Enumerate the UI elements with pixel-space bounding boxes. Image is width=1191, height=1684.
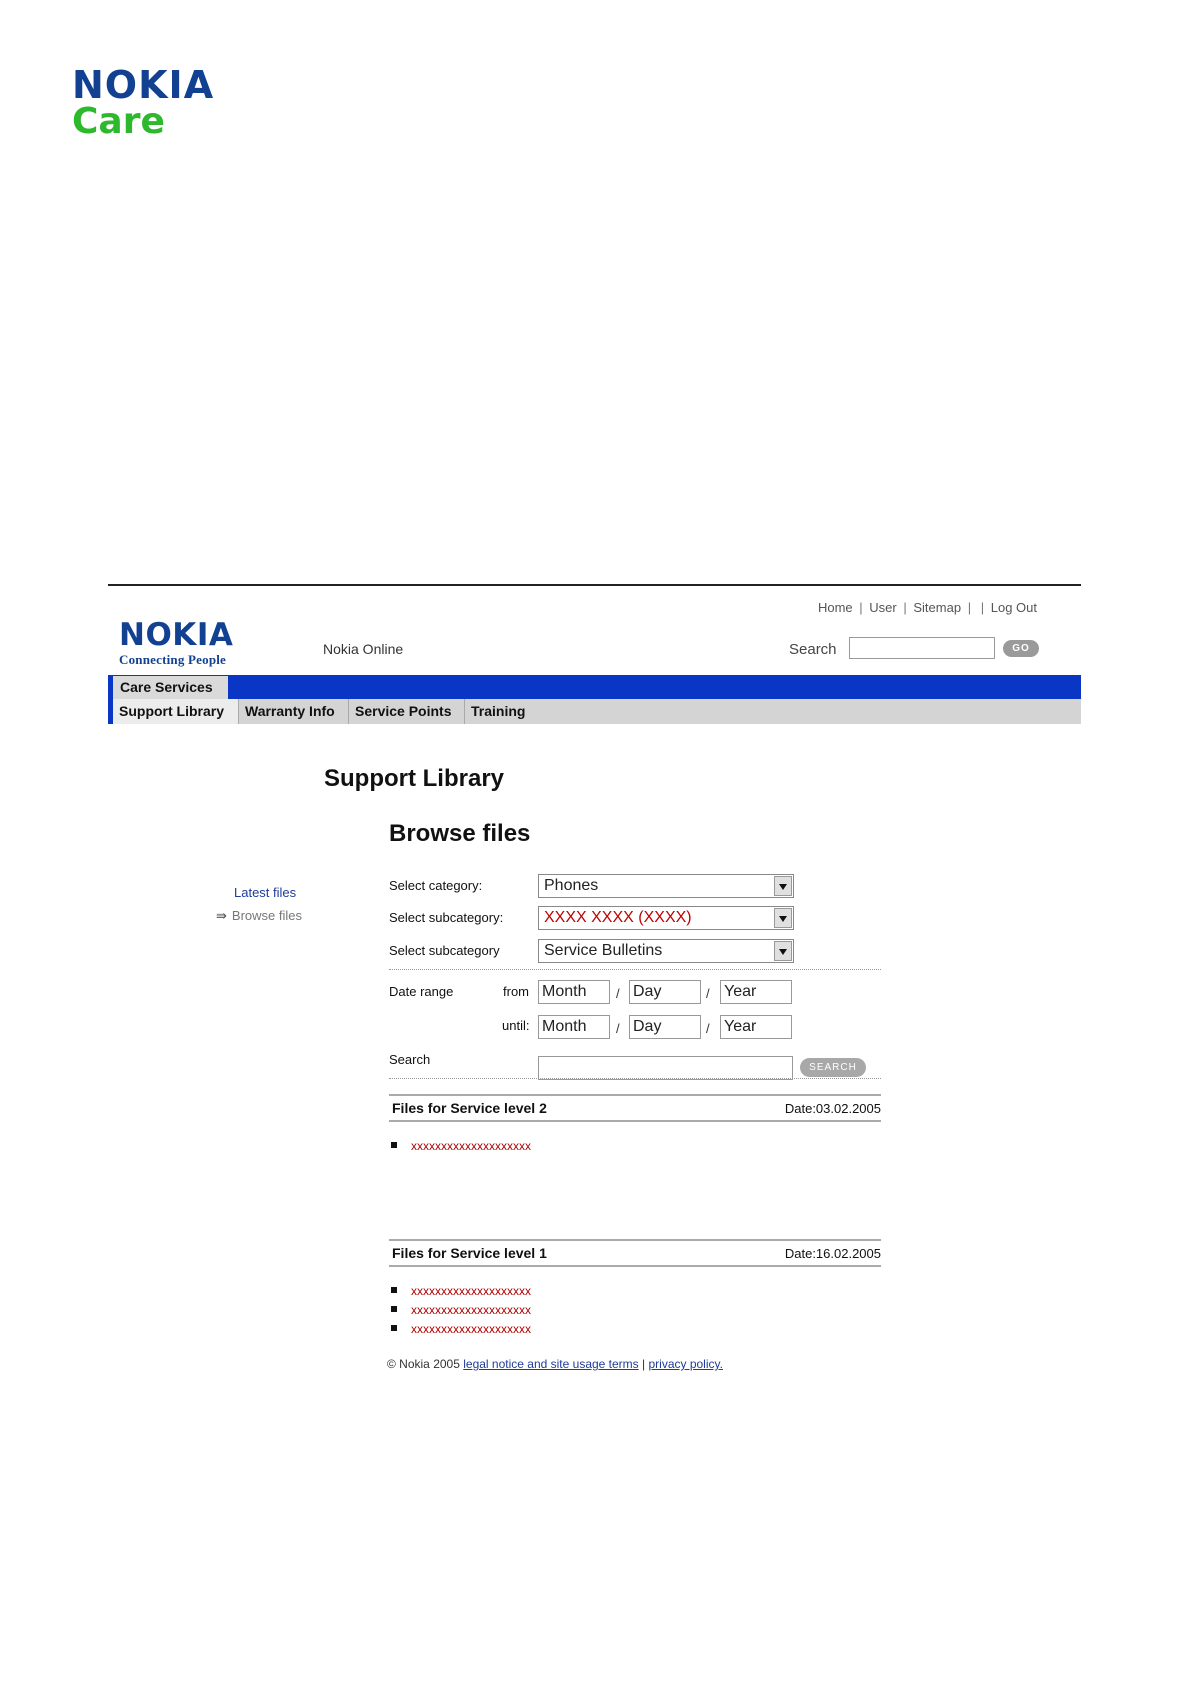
date-range-label: Date range <box>389 984 454 999</box>
chevron-down-icon[interactable] <box>774 941 792 961</box>
until-label: until: <box>502 1018 530 1033</box>
arrow-right-icon: ⇛ <box>216 908 227 923</box>
from-year-input[interactable]: Year <box>720 980 792 1004</box>
category-select[interactable] <box>538 874 794 898</box>
subtab-warranty-info[interactable]: Warranty Info <box>238 699 348 724</box>
separator: | <box>903 600 907 615</box>
subcategory2-label: Select subcategory <box>389 943 500 958</box>
main-nav-bar <box>108 675 1081 699</box>
privacy-policy-link[interactable]: privacy policy. <box>648 1357 723 1371</box>
subcategory2-value: Service Bulletins <box>544 942 663 959</box>
separator: | <box>859 600 863 615</box>
footer-separator: | <box>642 1357 646 1371</box>
list-item[interactable] <box>391 1284 531 1298</box>
search-files-input[interactable] <box>538 1056 793 1080</box>
search-label: Search <box>789 641 837 658</box>
bullet-icon <box>391 1287 397 1293</box>
date-separator: / <box>706 1021 710 1036</box>
care-logo-text: Care <box>72 101 165 142</box>
date-separator: / <box>706 986 710 1001</box>
page-title: Support Library <box>324 765 505 792</box>
files-level-1-header <box>389 1239 881 1267</box>
user-link[interactable]: User <box>869 600 897 615</box>
site-name: Nokia Online <box>323 641 404 657</box>
from-label: from <box>503 984 529 999</box>
separator: | <box>967 600 972 615</box>
subtab-service-points[interactable]: Service Points <box>348 699 464 724</box>
divider <box>389 1078 881 1079</box>
subtab-training[interactable]: Training <box>464 699 544 724</box>
chevron-down-icon[interactable] <box>774 876 792 896</box>
date-separator: / <box>616 986 620 1001</box>
go-button[interactable]: GO <box>1003 640 1039 657</box>
list-item[interactable] <box>391 1303 531 1317</box>
bullet-icon <box>391 1325 397 1331</box>
section-title: Browse files <box>389 820 531 847</box>
bullet-icon <box>391 1142 397 1148</box>
home-link[interactable]: Home <box>817 600 853 615</box>
sidebar-item-browse-files[interactable] <box>216 908 302 924</box>
sidebar-item-label: Browse files <box>231 908 302 923</box>
files-level-2-date: Date:03.02.2005 <box>784 1101 881 1116</box>
list-item[interactable] <box>391 1322 531 1336</box>
bullet-icon <box>391 1306 397 1312</box>
file-link[interactable]: xxxxxxxxxxxxxxxxxxxx <box>411 1284 531 1298</box>
copyright: © Nokia 2005 <box>387 1357 460 1371</box>
subtab-support-library[interactable]: Support Library <box>108 699 238 724</box>
nokia-online-screenshot <box>108 584 1081 1414</box>
file-link[interactable]: xxxxxxxxxxxxxxxxxxxx <box>411 1139 531 1153</box>
subcategory-label: Select subcategory: <box>389 910 504 925</box>
search-button[interactable]: SEARCH <box>800 1058 866 1077</box>
from-day-input[interactable]: Day <box>629 980 701 1004</box>
category-value: Phones <box>544 877 599 894</box>
divider <box>389 969 881 970</box>
sidebar-item-latest-files[interactable]: Latest files <box>234 885 297 900</box>
sitemap-link[interactable]: Sitemap <box>913 600 962 615</box>
search-files-label: Search <box>389 1052 431 1067</box>
top-divider <box>108 584 1081 586</box>
from-month-input[interactable]: Month <box>538 980 610 1004</box>
date-separator: / <box>616 1021 620 1036</box>
files-level-1-date: Date:16.02.2005 <box>784 1246 881 1261</box>
files-level-2-header <box>389 1094 881 1122</box>
list-item[interactable] <box>391 1139 531 1153</box>
subcategory-select[interactable] <box>538 906 794 930</box>
search-input[interactable] <box>849 637 995 659</box>
file-link[interactable]: xxxxxxxxxxxxxxxxxxxx <box>411 1303 531 1317</box>
site-logo-tagline: Connecting People <box>119 652 227 667</box>
files-level-1-title: Files for Service level 1 <box>392 1245 547 1261</box>
site-logo-word: NOKIA <box>119 617 234 653</box>
sub-navigation <box>108 699 1081 724</box>
subcategory2-select[interactable] <box>538 939 794 963</box>
until-month-input[interactable]: Month <box>538 1015 610 1039</box>
footer <box>387 1357 723 1371</box>
tab-care-services[interactable]: Care Services <box>108 676 228 699</box>
category-label: Select category: <box>389 878 483 893</box>
separator: | <box>980 600 985 615</box>
until-year-input[interactable]: Year <box>720 1015 792 1039</box>
subcategory-value: XXXX XXXX (XXXX) <box>544 909 692 926</box>
site-logo[interactable] <box>119 617 279 668</box>
legal-notice-link[interactable]: legal notice and site usage terms <box>463 1357 639 1371</box>
until-day-input[interactable]: Day <box>629 1015 701 1039</box>
files-level-2-title: Files for Service level 2 <box>392 1100 547 1116</box>
top-links <box>818 600 1037 615</box>
file-link[interactable]: xxxxxxxxxxxxxxxxxxxx <box>411 1322 531 1336</box>
chevron-down-icon[interactable] <box>774 908 792 928</box>
nokia-logo: NOKIA <box>72 63 215 107</box>
logout-link[interactable]: Log Out <box>990 600 1037 615</box>
